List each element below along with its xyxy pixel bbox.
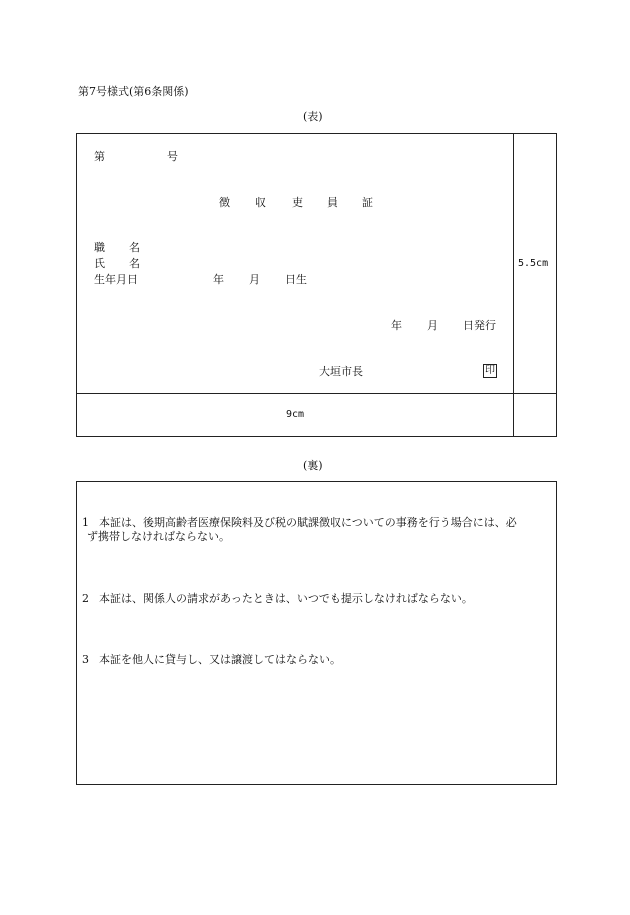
name-label-char-2: 名 [129,257,140,270]
back-item-1-text-cont: ず携帯しなければならない。 [87,530,230,543]
issue-day: 日発行 [463,319,496,332]
back-heading: (裏) [303,459,323,472]
birth-label: 生年月日 [94,273,138,286]
birth-year: 年 [213,273,224,286]
back-item-2-text: 本証は、関係人の請求があったときは、いつでも提示しなければならない。 [99,592,473,605]
back-item-1-text: 本証は、後期高齢者医療保険料及び税の賦課徴収についての事務を行う場合には、必 [99,516,517,529]
front-heading: (表) [303,110,323,123]
card-title-char-5: 証 [362,196,373,209]
card-title-char-1: 徴 [219,196,230,209]
back-item-3-number: 3 [82,653,89,666]
front-divider-vertical [513,133,514,437]
issue-year: 年 [391,319,402,332]
issue-month: 月 [427,319,438,332]
back-item-2-number: 2 [82,592,89,605]
height-dimension: 5.5cm [518,258,549,269]
width-dimension: 9cm [286,409,305,420]
card-title-char-2: 収 [255,196,266,209]
front-card [76,133,557,437]
issuer-name: 大垣市長 [319,365,363,378]
number-prefix: 第 [94,150,105,163]
back-item-3-text: 本証を他人に貸与し、又は譲渡してはならない。 [99,653,341,666]
card-title-char-4: 員 [327,196,338,209]
front-divider-horizontal [76,393,557,394]
form-title: 第7号様式(第6条関係) [78,85,189,98]
name-label-char-1: 氏 [94,257,105,270]
job-label-char-2: 名 [129,241,140,254]
seal-mark: 印 [485,365,495,376]
card-title-char-3: 吏 [292,196,303,209]
birth-day: 日生 [285,273,307,286]
birth-month: 月 [249,273,260,286]
number-suffix: 号 [167,150,178,163]
back-item-1-number: 1 [82,516,89,529]
job-label-char-1: 職 [94,241,105,254]
